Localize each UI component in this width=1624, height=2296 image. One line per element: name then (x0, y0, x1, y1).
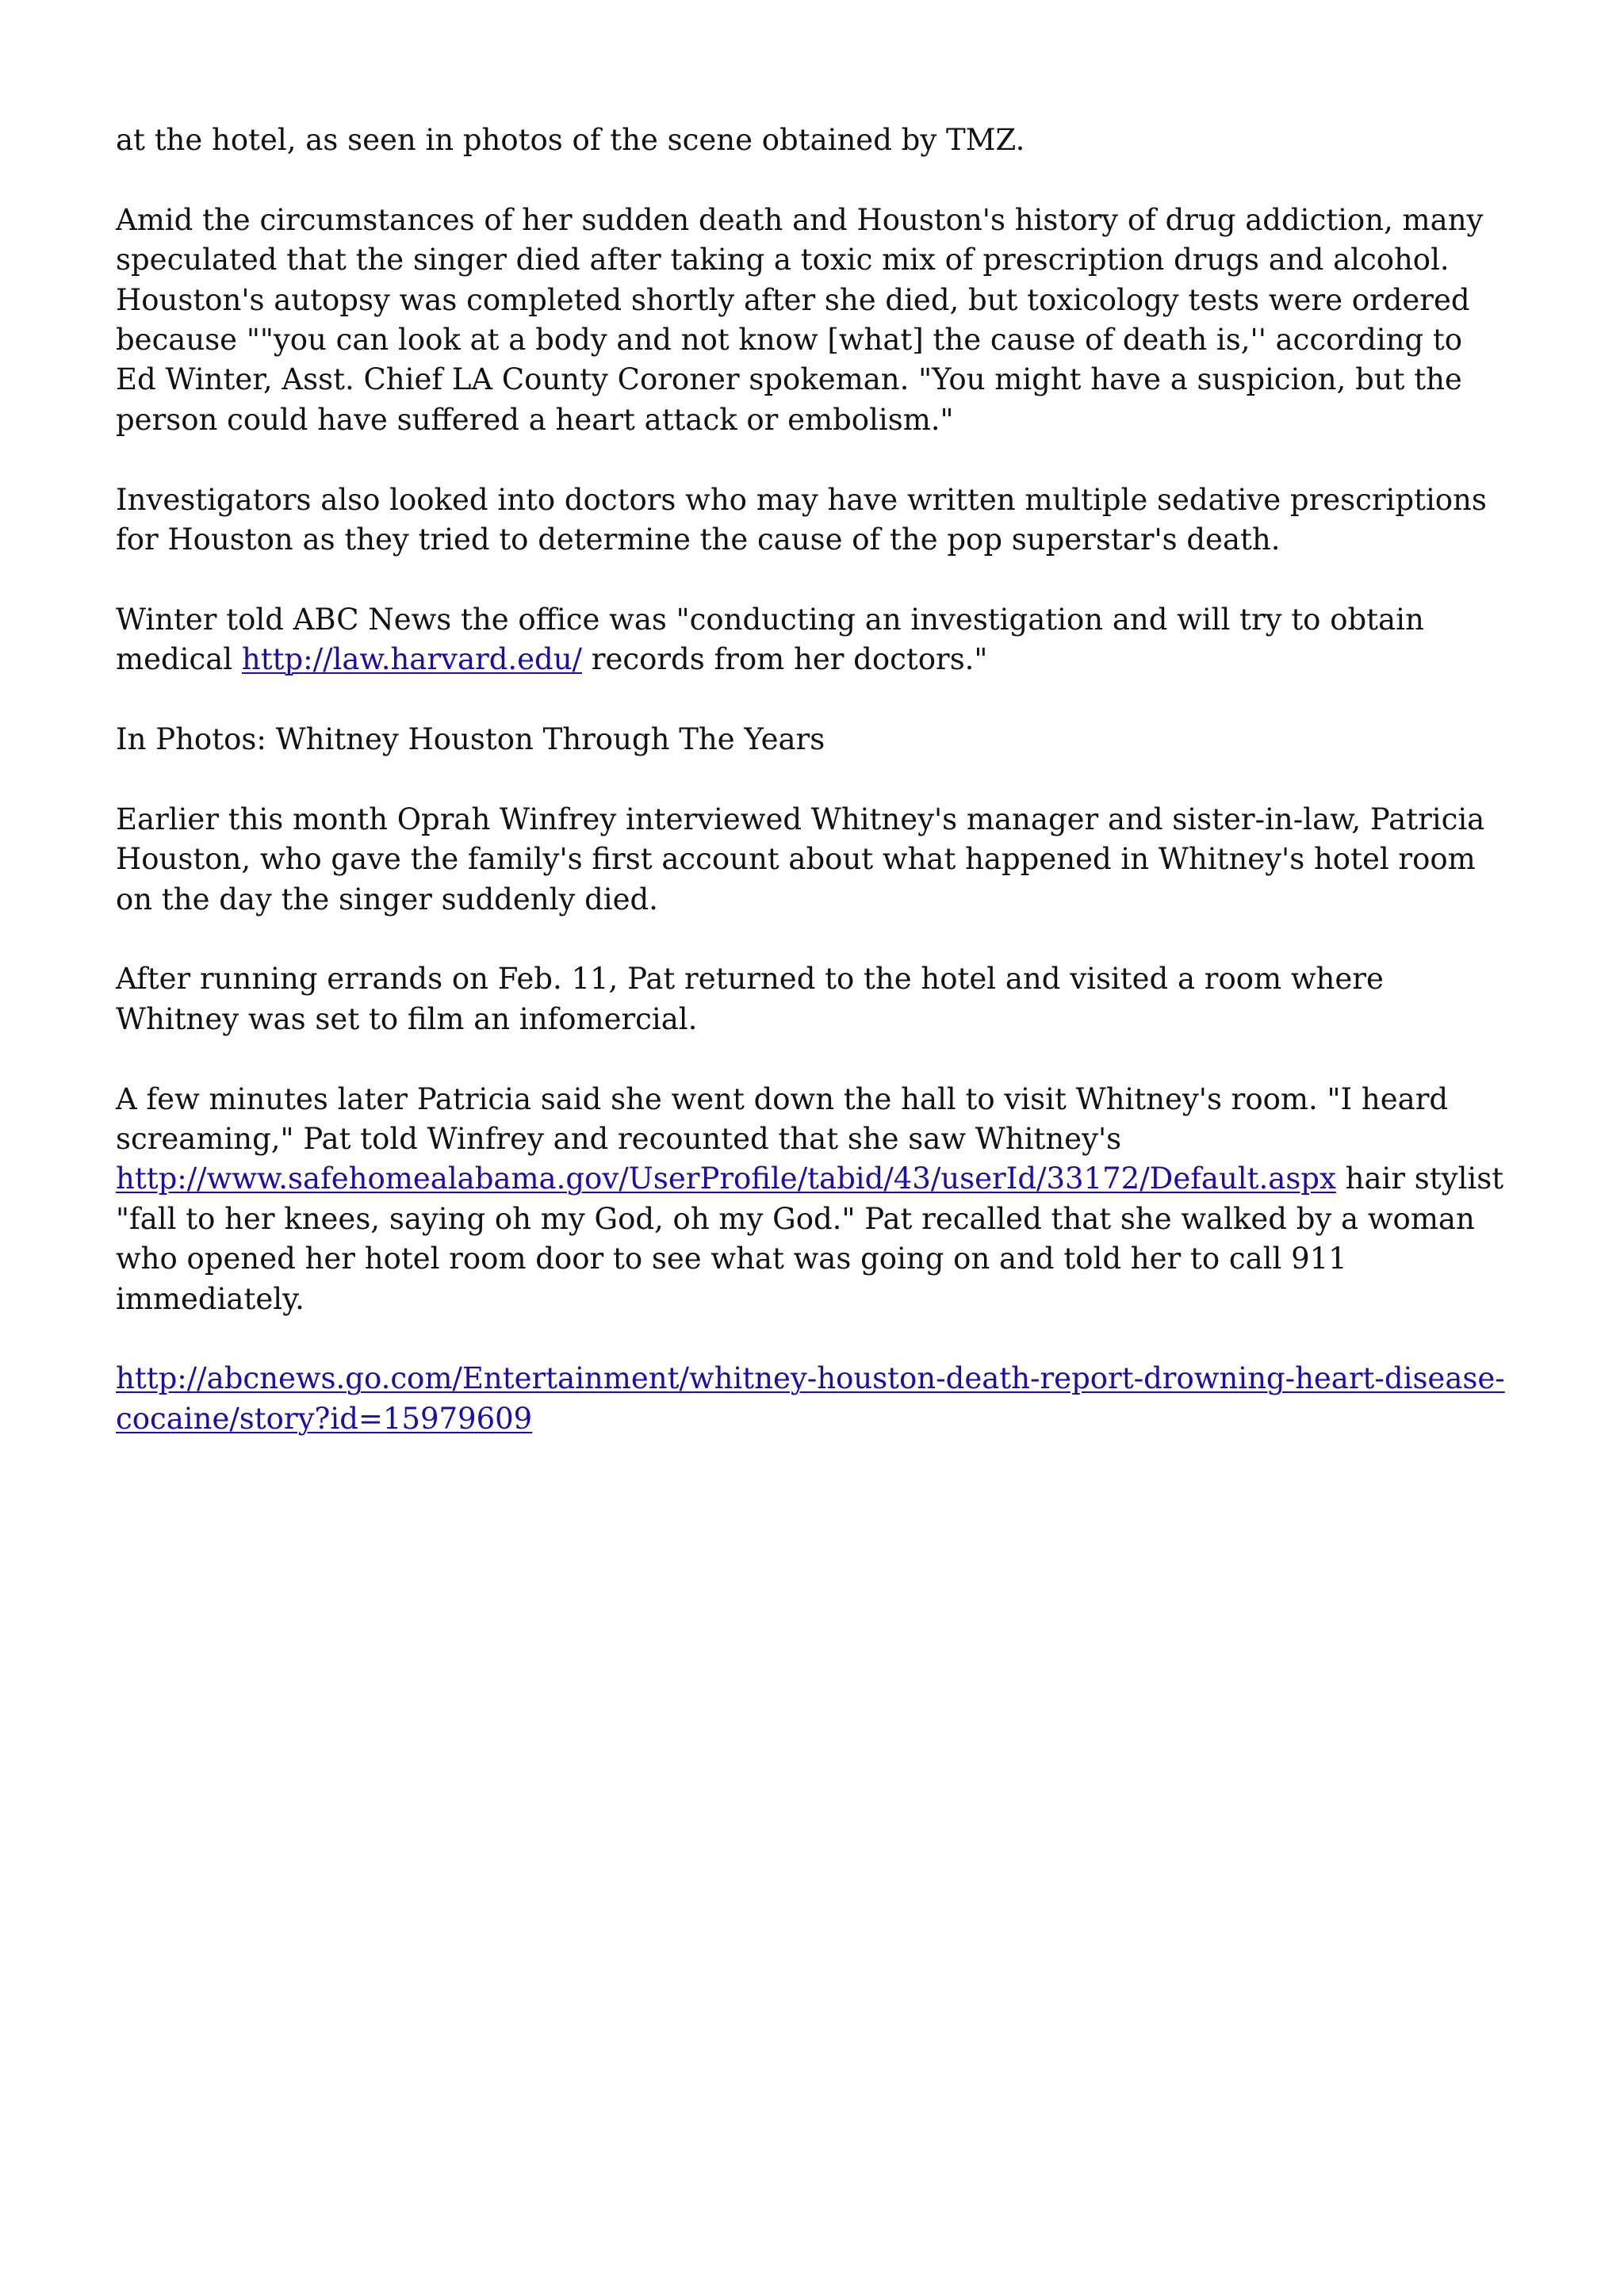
paragraph-screaming (116, 1080, 1511, 1319)
paragraph-winter-abc (116, 600, 1511, 680)
paragraph-investigators: Investigators also looked into doctors who may have written multiple sedative prescriptions for Houston as they tried to determine the cause of the pop superstar's death. (116, 482, 1487, 557)
safehomealabama-link[interactable]: http://www.safehomealabama.gov/UserProfile/tabid/43/userId/33172/Default.aspx (116, 1161, 1336, 1196)
paragraph-hotel-photos: at the hotel, as seen in photos of the scene obtained by TMZ. (116, 123, 1025, 157)
paragraph-oprah: Earlier this month Oprah Winfrey interviewed Whitney's manager and sister-in-law, Patricia Houston, who gave the family's first account about what happened in Whitney's hotel room on the day the singer suddenly died. (116, 802, 1485, 916)
paragraph-screaming-text-end: hair stylist "fall to her knees, saying oh my God, oh my God." Pat recalled that she walked by a woman who opened her hotel room door to see what was going on and told her to call 911 immediately. (116, 1161, 1504, 1316)
paragraph-screaming-text-start: A few minutes later Patricia said she went down the hall to visit Whitney's room. "I heard screaming," Pat told Winfrey and recounted that she saw Whitney's (116, 1081, 1449, 1157)
paragraph-errands: After running errands on Feb. 11, Pat returned to the hotel and visited a room where Whitney was set to film an infomercial. (116, 962, 1384, 1036)
paragraph-winter-abc-text-end: records from her doctors." (582, 642, 988, 677)
abcnews-source-link[interactable]: http://abcnews.go.com/Entertainment/whitney-houston-death-report-drowning-heart-disease-cocaine/story?id=15979609 (116, 1361, 1505, 1436)
article-body (116, 121, 1511, 1479)
paragraph-winter-abc-text-start: Winter told ABC News the office was "conducting an investigation and will try to obtain medical (116, 602, 1424, 677)
paragraph-source-link (116, 1359, 1511, 1439)
paragraph-in-photos: In Photos: Whitney Houston Through The Years (116, 722, 825, 757)
harvard-link[interactable]: http://law.harvard.edu/ (241, 642, 583, 677)
paragraph-circumstances: Amid the circumstances of her sudden death and Houston's history of drug addiction, many speculated that the singer died after taking a toxic mix of prescription drugs and alcohol. Houston's autopsy was completed shortly after she died, but toxicology tests were ordered because ""you can look at a body and not know [what] the cause of death is,'' according to Ed Winter, Asst. Chief LA County Coroner spokeman. "You might have a suspicion, but the person could have suffered a heart attack or embolism." (116, 202, 1484, 437)
